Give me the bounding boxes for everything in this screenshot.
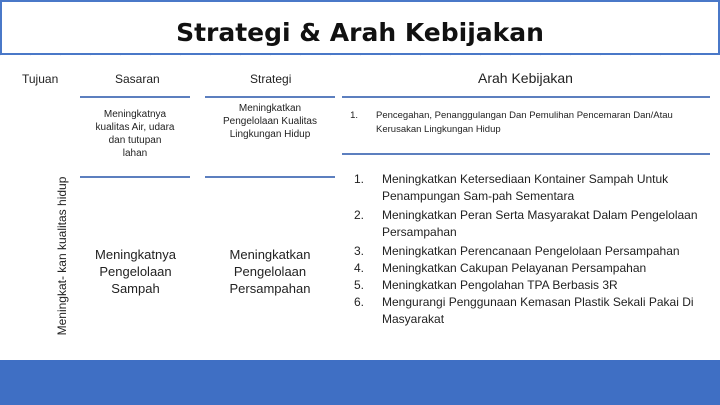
policy-item: [342, 171, 707, 205]
strategi-cell-1: Meningkatkan Pengelolaan Kualitas Lingkungan Hidup: [223, 103, 317, 140]
policy-text: Pencegahan, Penanggulangan Dan Pemulihan Pencemaran Dan/Atau Kerusakan Lingkungan Hidup: [376, 110, 673, 135]
policy-text: Meningkatkan Perencanaan Pengelolaan Persampahan: [382, 244, 680, 258]
policy-text: Meningkatkan Pengolahan TPA Berbasis 3R: [382, 278, 618, 292]
column-header-sasaran: Sasaran: [115, 72, 160, 86]
column-header-tujuan: Tujuan: [22, 72, 59, 86]
policy-text: Meningkatkan Cakupan Pelayanan Persampahan: [382, 261, 647, 275]
separator-line: [80, 96, 190, 98]
policy-item: [342, 243, 707, 260]
policy-table: [0, 56, 720, 360]
policy-number: 1.: [353, 172, 364, 186]
policy-item: [342, 109, 686, 137]
policy-item: [342, 294, 707, 328]
strategi-cell-2: Meningkatkan Pengelolaan Persampahan: [229, 247, 311, 296]
page-title: Strategi & Arah Kebijakan: [176, 18, 544, 47]
sasaran-cell-2: Meningkatnya Pengelolaan Sampah: [95, 247, 176, 296]
sasaran-cell-1: Meningkatnya kualitas Air, udara dan tutupan lahan: [95, 109, 175, 159]
policy-text: Meningkatkan Ketersediaan Kontainer Sampah Untuk Penampungan Sam-pah Sementara: [382, 172, 669, 203]
policy-number: 2.: [353, 208, 364, 222]
policy-text: Meningkatkan Peran Serta Masyarakat Dalam Pengelolaan Persampahan: [382, 208, 698, 239]
separator-line: [205, 96, 335, 98]
policy-number: 3.: [353, 244, 364, 258]
separator-line: [342, 153, 710, 155]
policy-item: [342, 207, 707, 241]
policy-number: 1.: [350, 110, 358, 121]
policy-item: [342, 277, 707, 294]
footer-band: [0, 360, 720, 405]
policy-number: 6.: [353, 295, 364, 309]
separator-line: [342, 96, 710, 98]
policy-item: [342, 260, 707, 277]
separator-line: [205, 176, 335, 178]
tujuan-label: Meningkat- kan kualitas hidup: [55, 176, 69, 336]
separator-line: [80, 176, 190, 178]
column-header-strategi: Strategi: [250, 72, 292, 86]
title-bar: [0, 0, 720, 55]
policy-text: Mengurangi Penggunaan Kemasan Plastik Sekali Pakai Di Masyarakat: [382, 295, 694, 326]
policy-number: 4.: [353, 261, 364, 275]
policy-number: 5.: [353, 278, 364, 292]
column-header-arah-kebijakan: Arah Kebijakan: [478, 70, 573, 86]
